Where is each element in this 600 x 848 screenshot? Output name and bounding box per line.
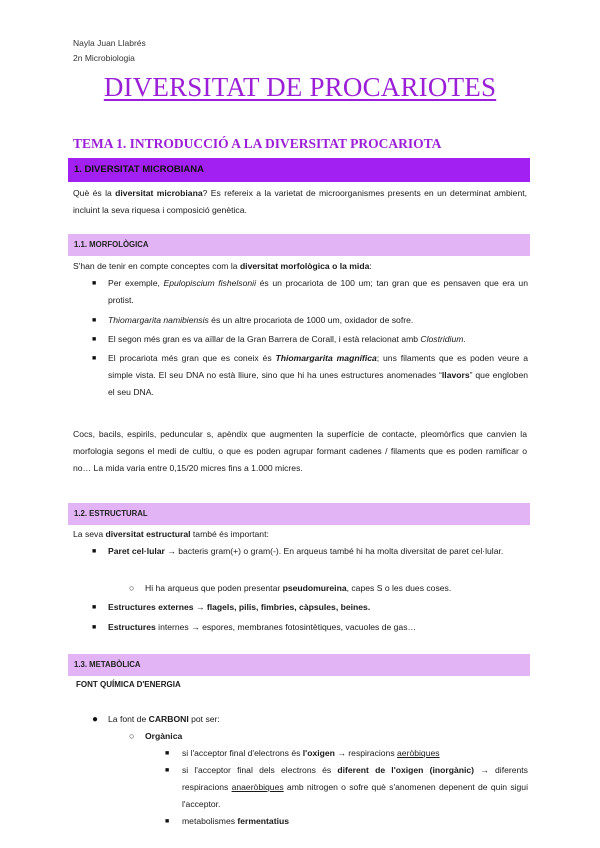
square-bullet-icon: ■: [92, 355, 97, 362]
square-bullet-icon: ■: [165, 818, 170, 825]
estruct-bullet-1: Paret cel·lular → bacteris gram(+) o gram(-). En arqueus també hi ha molta diversitat de paret cel·lular.: [108, 546, 504, 556]
dot-bullet-icon: ●: [92, 714, 99, 725]
author-name: Nayla Juan Llabrés: [73, 38, 146, 48]
circle-bullet-icon: ○: [129, 731, 135, 741]
morfo-bullet-3: El segon més gran es va aïllar de la Gran Barrera de Corall, i està relacionat amb Clostridium.: [108, 334, 466, 344]
subsection-heading-metabolica: 1.3. METABÒLICA: [68, 654, 530, 676]
subsection-heading-estructural: 1.2. ESTRUCTURAL: [68, 503, 530, 525]
document-title: DIVERSITAT DE PROCARIOTES: [103, 72, 497, 102]
estruct-bullet-3: Estructures internes → espores, membranes fotosintètiques, vacuoles de gas…: [108, 622, 417, 632]
morfo-bullet-1: Per exemple, Epulopiscium fishelsonii és un procariota de 100 um; tan gran que es pensaven que era un protist.: [108, 278, 528, 305]
square-bullet-icon: ■: [92, 548, 97, 555]
estruct-bullet-2: Estructures externes → flagels, pilis, fimbries, càpsules, beines.: [108, 602, 371, 612]
square-bullet-icon: ■: [165, 767, 170, 774]
square-bullet-icon: ■: [92, 280, 97, 287]
square-bullet-icon: ■: [92, 604, 97, 611]
metab-organica-item-2: si l'acceptor final dels electrons és diferent de l'oxigen (inorgànic) → diferents respiracions anaeròbiques amb nitrogen o sofre què s'anomenen depenent de quin sigui l'acceptor.: [182, 765, 529, 809]
subsection-heading-morfologica: 1.1. MORFOLÒGICA: [68, 234, 530, 256]
morfo-paragraph: Cocs, bacils, espirils, peduncular s, apèndix que augmenten la superfície de contacte, pleomòrfics que canvien la morfologia segons el medi de cultiu, o que es poden agrupar formant cadenes / filaments que es poden ramificar o no… La mida varia entre 0,15/20 micres fins a 1.000 micres.: [73, 429, 527, 473]
estruct-subbullet-1: Hi ha arqueus que poden presentar pseudomureina, capes S o les dues coses.: [145, 583, 452, 593]
metab-bullet-carboni: La font de CARBONI pot ser:: [108, 714, 220, 724]
course-name: 2n Microbiologia: [73, 53, 135, 63]
square-bullet-icon: ■: [165, 750, 170, 757]
circle-bullet-icon: ○: [129, 583, 135, 593]
tema-heading: TEMA 1. INTRODUCCIÓ A LA DIVERSITAT PROCARIOTA: [73, 136, 442, 151]
metab-organica: Orgànica: [145, 731, 183, 741]
morfo-intro: S'han de tenir en compte conceptes com la diversitat morfològica o la mida:: [73, 261, 372, 271]
section1-intro: Què és la diversitat microbiana? Es refereix a la varietat de microorganismes presents en un determinat ambient, incluint la seva riquesa i composició genètica.: [73, 188, 527, 215]
square-bullet-icon: ■: [92, 317, 97, 324]
section-heading-diversitat-microbiana: 1. DIVERSITAT MICROBIANA: [68, 158, 530, 182]
metab-organica-item-3: metabolismes fermentatius: [182, 816, 289, 826]
estruct-intro: La seva diversitat estructural també és important:: [73, 529, 269, 539]
font-quimica-label: FONT QUÍMICA D'ENERGIA: [76, 680, 181, 689]
morfo-bullet-4: El procariota més gran que es coneix és Thiomargarita magnífica; uns filaments que es poden veure a simple vista. El seu DNA no està lliure, sino que hi ha unes estructures anomenades “llavors” que engloben el seu DNA.: [108, 353, 529, 397]
metab-organica-item-1: si l'acceptor final d'electrons és l'oxigen → respiracions aeròbiques: [182, 748, 440, 758]
morfo-bullet-2: Thiomargarita namibiensis és un altre procariota de 1000 um, oxidador de sofre.: [108, 315, 414, 325]
square-bullet-icon: ■: [92, 624, 97, 631]
square-bullet-icon: ■: [92, 336, 97, 343]
